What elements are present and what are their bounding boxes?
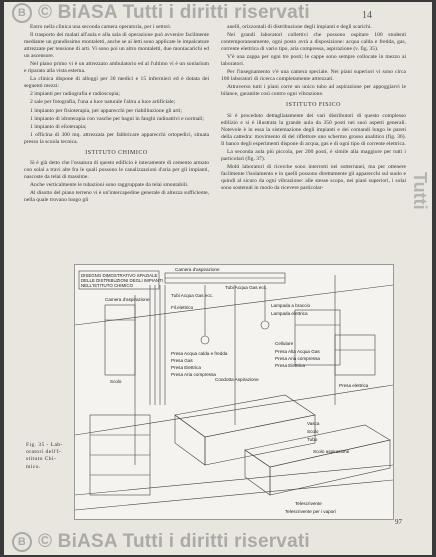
paragraph: Anche verticalmente le tubazioni sono raggruppate da telai smontabili. bbox=[30, 181, 189, 188]
caption-line: stituto Chi- bbox=[26, 456, 57, 463]
caption-line: oratori dell'I- bbox=[26, 449, 62, 456]
biasa-logo-icon: B bbox=[12, 3, 32, 23]
paragraph: Il trasporto dei malati all'aula e alla sala di operazione può avvenire facilmente mediante un grandissimo montaletti, anche se ai letti sono applicate le impalcature attrezzate per tensione di arti. Vi sono poi un altro montaletti, due montacarichi ed un ascensore. bbox=[24, 32, 209, 60]
section-heading: ISTITUTO CHIMICO bbox=[85, 149, 148, 156]
paragraph: Per l'insegnamento v'è una camera speciale. Nei piani superiori vi sono circa 100 laboratori di ricerca completamente attrezzati. bbox=[221, 69, 406, 83]
figure-label: Condotta Aspirazione bbox=[215, 377, 259, 382]
figure-label: Fil.elettrico bbox=[171, 305, 194, 310]
figure-label: Camera d'aspirazione bbox=[105, 297, 150, 302]
figure-label: Lampada elettrica bbox=[271, 311, 308, 316]
paragraph: 1 officina di 300 mq. attrezzata per fabbricare apparecchi ortopedici, situata presso la scuola tecnica. bbox=[24, 131, 209, 145]
paragraph: 1 impianto per fisioterapia, per apparecchi per riabilitazione gli arti; bbox=[30, 107, 182, 114]
figure-caption bbox=[26, 442, 70, 471]
figure-label: Vasca bbox=[307, 421, 320, 426]
figure-title-line: DISEGNO DIMOSTRATIVO SPAZIALE bbox=[81, 273, 158, 278]
lab-figure bbox=[74, 264, 394, 520]
figure-label: Telescrivente per i vapori bbox=[285, 509, 336, 514]
paragraph: La seconda aula più piccola, per 200 posti, è simile alla maggiore per tutti i particolari (fig. 37). bbox=[221, 148, 406, 162]
figure-label: Tubi Acqua Gas ecc. bbox=[225, 285, 268, 290]
figure-title-line: DELLE DISTRIBUZIONI DEGLI IMPIANTI bbox=[81, 278, 163, 283]
paragraph: anelli, orizzontali di distribuzione degli impianti e degli scarichi. bbox=[227, 24, 372, 30]
figure-label: Camera d'aspirazione bbox=[175, 267, 220, 272]
figure-label: Telescrivente bbox=[295, 501, 322, 506]
figure-label: Presa elettrica bbox=[339, 383, 369, 388]
figure-label: Scolo bbox=[110, 379, 122, 384]
figure-label: Presa Alta Acqua Gas bbox=[275, 349, 320, 354]
figure-label: Scolo bbox=[307, 429, 319, 434]
figure-label: Lampada a braccio bbox=[271, 303, 311, 308]
paragraph: Si è proceduto dettagliatamente dei vari distributori di questo complesso edilizio e si è illustrata la grande aula da 350 posti nei suoi aspetti generali. Notevole è in essa la sistemazione degli impianti e dei comandi lungo le pareti della cattedra: movimento di del riflettore uno schermo grosso analitico (fig. 36). Il banco degli esperimenti dispone di acqua, gas e di ogni tipo di corrente elettrica. bbox=[221, 112, 406, 147]
text-columns bbox=[24, 24, 406, 262]
column-left bbox=[24, 24, 209, 262]
figure-label: Presa Acqua calda e fredda bbox=[171, 351, 228, 356]
paragraph: Attraverso tutti i piani corre un unico tubo ad aspirazione per appoggiarvi le bilance, garantite così contro ogni vibrazione. bbox=[221, 84, 406, 98]
page-number: 97 bbox=[395, 518, 402, 526]
paragraph: 2 sale per fotografia, l'una a luce naturale l'altra a luce artificiale; bbox=[30, 99, 176, 106]
figure-label: Presa Elettrica bbox=[275, 363, 305, 368]
figure-label: Scolo aspirazione bbox=[313, 449, 350, 454]
paragraph: Molti laboratori di ricerche sono interrotti nei sotterranei, ma per ottenere facilmente l'isolamento e in quelli possono direttamente gli apparecchi sul suolo e quindi al sicuro da ogni vibrazione: alle stesse scopo, nei piani superiori, i solai sono sostenuti in modo da ricevere particolar- bbox=[221, 163, 406, 191]
figure-label: Presa Aria compressa bbox=[171, 372, 216, 377]
lab-drawing bbox=[75, 265, 393, 519]
column-right bbox=[221, 24, 406, 262]
paragraph: 1 impianto di elioterapia; bbox=[30, 123, 87, 130]
paragraph: V'è una zappa per ogni tre posti; le cappe sono sempre collocate in mezzo ai laboratori. bbox=[221, 54, 406, 68]
paragraph: 2 impianti per radiografia e radioscopia; bbox=[30, 91, 120, 98]
paragraph: 1 impianto di idroterapia con vasche per bagni in fanghi radioattivi e normali; bbox=[30, 115, 204, 122]
paragraph: Nel piano primo vi è un attrezzato ambulatorio ed al l'ultimo vi è un sonlarium e riparato alla vista esterna. bbox=[24, 61, 209, 75]
watermark-bottom bbox=[4, 531, 432, 553]
figure-label: Presa Gas bbox=[171, 358, 193, 363]
figure-label: Presa Aria compressa bbox=[275, 356, 320, 361]
caption-line: mico. bbox=[26, 463, 41, 470]
side-watermark: Tutti bbox=[410, 172, 430, 210]
page-number-top: 14 bbox=[362, 10, 372, 21]
paragraph: Si è già detto che l'ossatura di questo edificio è interamente di cemento armato con solai a travi alte fra le quali possono le canalizzazioni d'aria per gli impianti, nascoste da telai di massime. bbox=[24, 159, 209, 180]
section-heading: ISTITUTO FISICO bbox=[286, 102, 341, 109]
watermark-text: © BiASA Tutti i diritti riservati bbox=[38, 531, 310, 552]
figure-label: Tubi Acqua Gas ecc. bbox=[171, 293, 214, 298]
figure-label: Presa Elettrica bbox=[171, 365, 201, 370]
paragraph: Al disotto del piano terreno vi è un'intercapedine generale di altezza sufficiente, nella quale trovano luogo gli bbox=[24, 189, 209, 204]
figure-title-line: NELL'ISTITUTO CHIMICO bbox=[81, 283, 133, 288]
biasa-logo-icon: B bbox=[12, 532, 32, 552]
watermark-text: © BiASA Tutti i diritti riservati bbox=[38, 2, 310, 23]
paragraph: Entro nella clinica una seconda camera operatoria, per i settori. bbox=[30, 24, 172, 30]
paragraph: Nei grandi laboratori collettivi che possono ospitare 100 studenti contemporaneamente, ogni posto avrà a disposizione: acqua calda e fredda, gas, corrente elettrica di vario tipo, aria compressa, aspirazione (v. fig. 35). bbox=[221, 32, 406, 53]
figure-label: Tubo bbox=[307, 437, 318, 442]
document-page bbox=[4, 2, 432, 555]
figure-label: Cellulare bbox=[275, 341, 294, 346]
paragraph: La clinica dispone di alloggi per 30 medici e 15 infermieri ed è dotata dei seguenti mezzi: bbox=[24, 76, 209, 90]
caption-line: Fig. 35 - Lab- bbox=[26, 442, 63, 448]
